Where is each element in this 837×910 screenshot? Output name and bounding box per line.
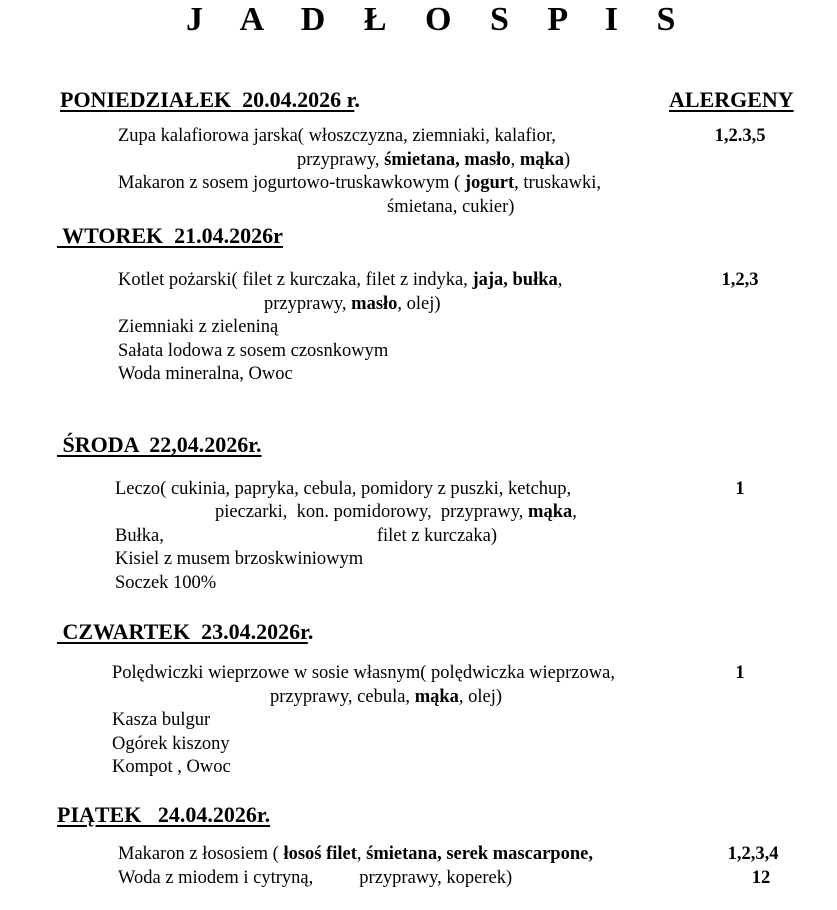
bold-ingredient: śmietana, serek mascarpone,	[366, 844, 593, 864]
text-segment: przyprawy, koperek)	[359, 868, 513, 888]
text-segment: przyprawy,	[297, 150, 385, 170]
menu-line	[118, 126, 556, 147]
text-segment: Zupa kalafiorowa jarska( włoszczyzna, ziemniaki, kalafior,	[118, 126, 556, 146]
menu-line	[112, 757, 231, 778]
text-segment: Woda mineralna, Owoc	[118, 364, 293, 384]
menu-line	[297, 150, 570, 171]
page-title: J A D Ł O S P I S	[186, 1, 691, 38]
menu-line	[115, 549, 363, 570]
text-segment: Makaron z łososiem (	[118, 844, 284, 864]
bold-ingredient: śmietana, masło	[384, 150, 511, 170]
menu-line	[118, 844, 593, 865]
menu-line	[112, 710, 210, 731]
menu-line	[118, 270, 562, 291]
text-segment: Sałata lodowa z sosem czosnkowym	[118, 341, 389, 361]
day-header-friday	[57, 802, 270, 828]
allergens-header-text: ALERGENY	[669, 87, 794, 112]
text-segment: Leczo( cukinia, papryka, cebula, pomidory z puszki, ketchup,	[115, 479, 572, 499]
menu-line	[215, 502, 577, 523]
text-segment: przyprawy, cebula,	[270, 687, 415, 707]
menu-line	[112, 663, 615, 684]
text-segment: Makaron z sosem jogurtowo-truskawkowym (	[118, 173, 465, 193]
tab-spacer	[164, 540, 377, 541]
text-segment: ,	[557, 270, 563, 290]
day-header-text: PONIEDZIAŁEK 20.04.2026 r	[60, 87, 355, 112]
menu-line	[118, 317, 278, 338]
bold-ingredient: łosoś filet	[283, 844, 357, 864]
bold-ingredient: mąka	[528, 502, 573, 522]
day-header-suffix: .	[354, 87, 360, 112]
text-segment: Kasza bulgur	[112, 710, 211, 730]
text-segment: przyprawy,	[264, 294, 352, 314]
menu-line	[115, 526, 497, 547]
text-segment: filet z kurczaka)	[376, 526, 497, 546]
text-segment: Bułka,	[115, 526, 164, 546]
bold-ingredient: jaja, bułka	[472, 270, 558, 290]
allergens-header	[669, 87, 794, 113]
text-segment: Polędwiczki wieprzowe w sosie własnym( polędwiczka wieprzowa,	[112, 663, 615, 683]
menu-line	[270, 687, 502, 708]
text-segment: Ziemniaki z zieleniną	[118, 317, 279, 337]
allergen-value: 12	[751, 868, 771, 888]
text-segment: Kotlet pożarski( filet z kurczaka, filet z indyka,	[118, 270, 473, 290]
bold-ingredient: mąka	[414, 687, 459, 707]
day-header-text: PIĄTEK 24.04.2026r.	[57, 802, 271, 827]
menu-line	[118, 173, 601, 194]
menu-line	[115, 479, 571, 500]
text-segment: śmietana, cukier)	[387, 197, 515, 217]
bold-ingredient: masło	[351, 294, 398, 314]
menu-line	[387, 197, 514, 218]
text-segment: Kisiel z musem brzoskwiniowym	[115, 549, 364, 569]
day-header-suffix: .	[307, 619, 314, 644]
allergen-value: 1,2.3,5	[714, 126, 766, 146]
text-segment: Ogórek kiszony	[112, 734, 230, 754]
text-segment: Woda z miodem i cytryną,	[118, 868, 314, 888]
text-segment: ,	[356, 844, 367, 864]
day-header-text: WTOREK 21.04.2026r	[57, 223, 283, 248]
text-segment: )	[564, 150, 571, 170]
tab-spacer	[313, 882, 359, 883]
allergen-value: 1	[735, 479, 745, 499]
text-segment: , olej)	[458, 687, 503, 707]
text-segment: ,	[510, 150, 520, 170]
day-header-text: ŚRODA 22,04.2026r.	[57, 432, 262, 457]
allergen-value: 1,2,3	[721, 270, 759, 290]
allergen-value: 1,2,3,4	[727, 844, 779, 864]
day-header-wednesday	[57, 432, 262, 458]
day-header-monday	[60, 87, 360, 113]
day-header-thursday	[57, 619, 313, 645]
allergen-value: 1	[735, 663, 745, 683]
day-header-text: CZWARTEK 23.04.2026r	[57, 619, 308, 644]
bold-ingredient: mąka	[519, 150, 565, 170]
day-header-tuesday	[57, 223, 283, 249]
text-segment: pieczarki, kon. pomidorowy, przyprawy,	[215, 502, 529, 522]
menu-line	[264, 294, 441, 315]
menu-line	[118, 341, 388, 362]
menu-line	[115, 573, 216, 594]
text-segment: , olej)	[397, 294, 441, 314]
bold-ingredient: jogurt	[464, 173, 515, 193]
text-segment: Soczek 100%	[115, 573, 217, 593]
text-segment: ,	[572, 502, 577, 522]
text-segment: Kompot , Owoc	[112, 757, 231, 777]
menu-line	[112, 734, 230, 755]
text-segment: , truskawki,	[514, 173, 601, 193]
menu-line	[118, 868, 512, 889]
menu-line	[118, 364, 293, 385]
